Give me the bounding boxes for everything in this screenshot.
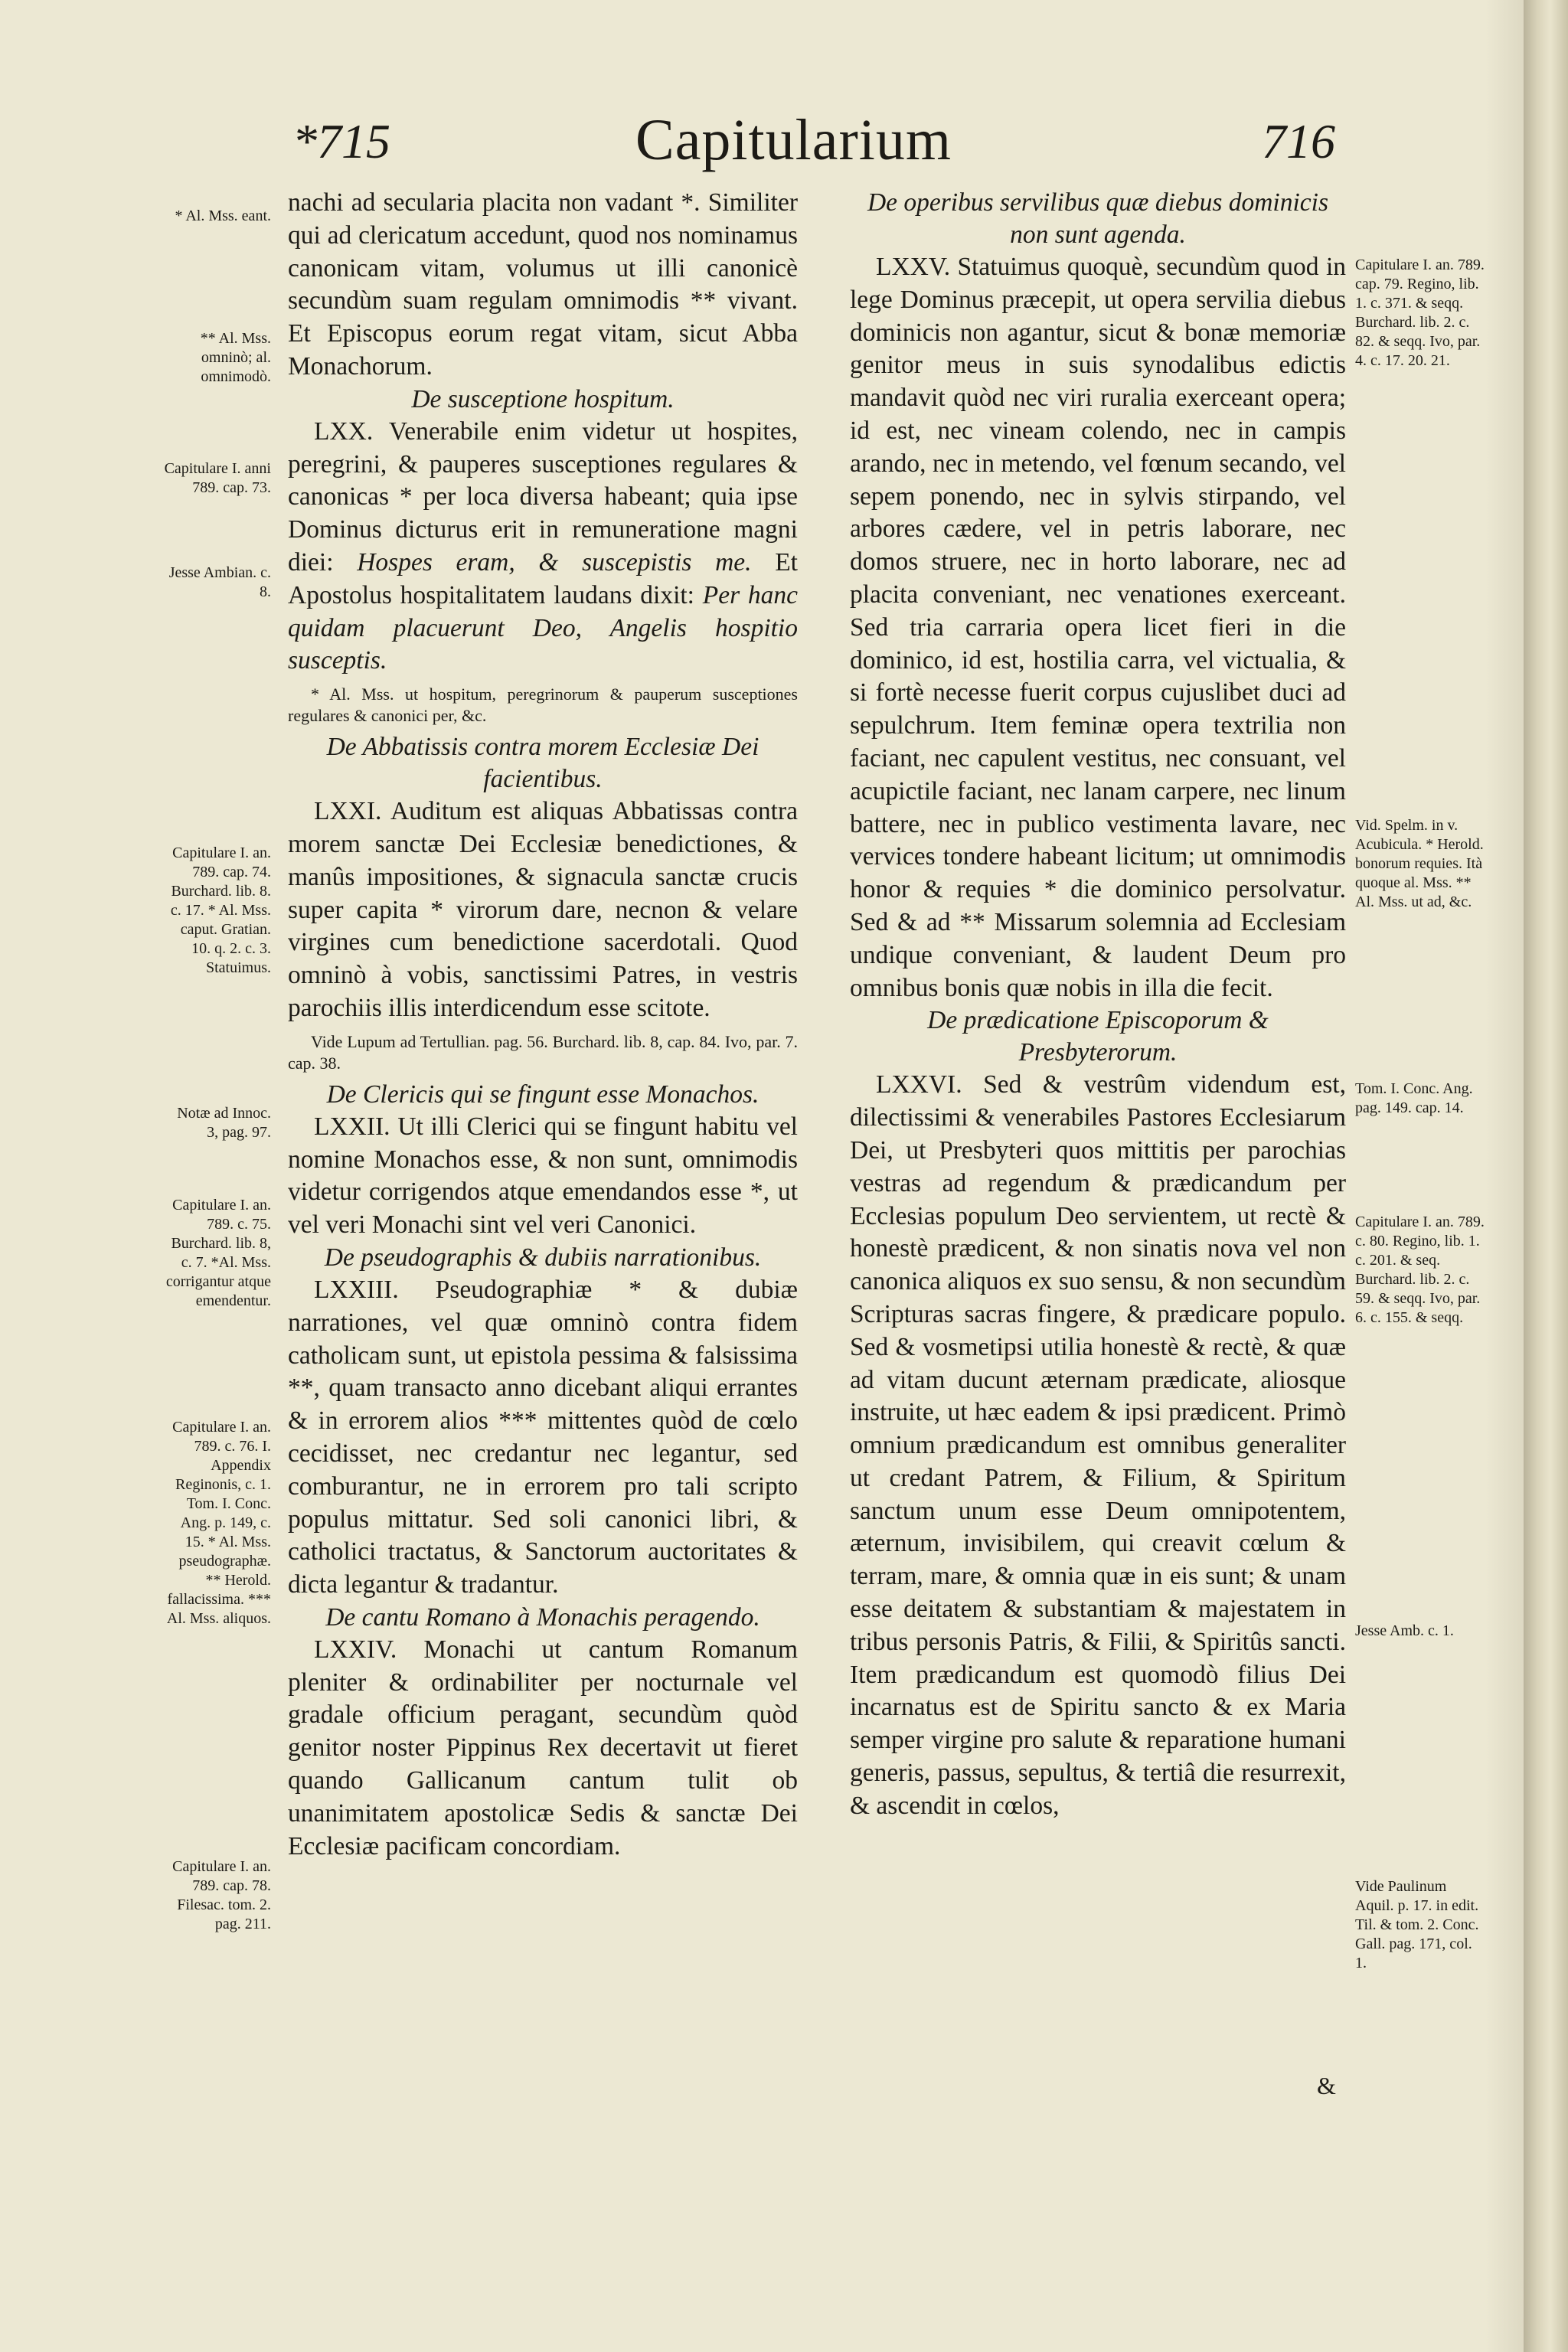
margin-note-left-2: ** Al. Mss. omninò; al. omnimodò. (200, 330, 271, 385)
margin-note-right-2: Vid. Spelm. in v. Acubicula. * Herold. bonorum requies. Ità quoque al. Mss. ** Al. Mss. ut ad, &c. (1355, 817, 1484, 910)
right-text-column (850, 187, 1346, 1823)
chapter-lxx-text: LXX. Venerabile enim videtur ut hospites, peregrini, & pauperes susceptiones regulares & canonicas * per loca diversa habeant; quia ipse Dominus dicturus erit in remuneratione magni diei: (288, 416, 798, 577)
section-heading: De prædicatione Episcoporum & Presbyterorum. (927, 1006, 1269, 1067)
footnote: * Al. Mss. ut hospitum, peregrinorum & pauperum susceptiones regulares & canonici per, &c. (288, 684, 798, 726)
margin-note-left-1: * Al. Mss. eant. (175, 207, 271, 224)
section-heading: De cantu Romano à Monachis peragendo. (325, 1602, 760, 1632)
margin-note-left-9: Capitulare I. an. 789. cap. 78. Filesac. tom. 2. pag. 211. (172, 1858, 271, 1932)
section-heading: De susceptione hospitum. (411, 384, 675, 413)
margin-note-right-1: Capitulare I. an. 789. cap. 79. Regino, lib. 1. c. 371. & seqq. Burchard. lib. 2. c. 82. & seqq. Ivo, par. 4. c. 17. 20. 21. (1355, 256, 1485, 369)
page-gutter (1524, 0, 1568, 2352)
section-heading: De Clericis qui se fingunt esse Monachos. (326, 1080, 760, 1109)
chapter-lxx-text-2: Et Apostolus hospitalitatem laudans dixit: (288, 547, 798, 609)
chapter-lxx (288, 416, 798, 678)
chapter-lxxiv: LXXIV. Monachi ut cantum Romanum pleniter & ordinabiliter per nocturnale vel gradale officium peragant, secundùm quòd genitor noster Pippinus Rex decertavit ut fieret quando Gallicanum cantum tulit ob unanimitatem apostolicæ Sedis & sanctæ Dei Ecclesiæ pacificam concordiam. (288, 1635, 798, 1860)
chapter-lxxi: LXXI. Auditum est aliquas Abbatissas contra morem sanctæ Dei Ecclesiæ benedictiones, & manûs impositiones, & signacula sanctæ crucis super capita * virorum dare, necnon & velare virgines cum benedictione sacerdotali. Quod omninò à vobis, sanctissimi Patres, in vestris parochiis illis interdicendum esse scitote. (288, 797, 798, 1022)
margin-note-left-3: Capitulare I. anni 789. cap. 73. (164, 460, 271, 496)
section-heading: De operibus servilibus quæ diebus dominicis non sunt agenda. (867, 188, 1329, 249)
catchword: & (1317, 2072, 1336, 2099)
margin-note-left-4: Jesse Ambian. c. 8. (168, 564, 271, 600)
margin-note-right-3: Tom. I. Conc. Ang. pag. 149. cap. 14. (1355, 1080, 1473, 1116)
chapter-lxxii: LXXII. Ut illi Clerici qui se fingunt habitu vel nomine Monachos esse, & non sunt, omnimodis videtur corrigendos atque emendandos esse *, ut vel veri Monachi sint vel veri Canonici. (288, 1112, 798, 1240)
margin-note-right-5: Jesse Amb. c. 1. (1355, 1622, 1454, 1639)
running-title: Capitularium (635, 108, 952, 172)
margin-note-left-7: Capitulare I. an. 789. c. 75. Burchard. lib. 8, c. 7. *Al. Mss. corrigantur atque emendentur. (165, 1197, 271, 1309)
margin-note-left-5: Capitulare I. an. 789. cap. 74. Burchard. lib. 8. c. 17. * Al. Mss. caput. Gratian. 10. q. 2. c. 3. Statuimus. (170, 844, 271, 976)
quote-per-hanc: Per hanc quidam placuerunt Deo, Angelis hospitio susceptis. (288, 580, 798, 675)
margin-note-left-6: Notæ ad Innoc. 3, pag. 97. (177, 1105, 271, 1141)
chapter-lxxv: LXXV. Statuimus quoquè, secundùm quod in lege Dominus præcepit, ut opera servilia diebus dominicis non agantur, sicut & bonæ memoriæ genitor meus in suis synodalibus edictis mandavit quòd nec viri ruralia exerceant opera; id est, nec vineam colendo, nec in campis arando, nec in metendo, vel fœnum secando, vel sepem ponendo, nec in sylvis stirpando, vel arbores cædere, vel in petris laborare, nec domos struere, nec in horto laborare, nec ad placita conveniant, nec venationes exerceant. Sed tria carraria opera licet fieri in die dominico, id est, hostilia carra, vel victualia, & si fortè necesse fuerit corpus cujuslibet duci ad sepulchrum. Item feminæ opera textrilia non faciant, nec capulent vestitus, nec consuant, vel acupictile faciant, nec lanam carpere, nec linum battere, nec in publico vestimenta lavare, nec vervices tondere habeant licitum; ut omnimodis honor & requies * die dominico persolvatur. Sed & ad ** Missarum solemnia ad Ecclesiam undique conveniant, & laudent Deum pro omnibus bonis quæ nobis in illa die fecit. (850, 253, 1346, 1002)
section-heading: De pseudographis & dubiis narrationibus. (324, 1243, 762, 1272)
margin-note-right-6: Vide Paulinum Aquil. p. 17. in edit. Til. & tom. 2. Conc. Gall. pag. 171, col. 1. (1355, 1878, 1479, 1971)
margin-note-right-4: Capitulare I. an. 789. c. 80. Regino, lib. 1. c. 201. & seq. Burchard. lib. 2. c. 59. & seqq. Ivo, par. 6. c. 155. & seqq. (1355, 1214, 1485, 1326)
page-number-left: *715 (292, 114, 390, 168)
quote-hospes: Hospes eram, & suscepistis me. (357, 547, 752, 577)
chapter-lxxiii: LXXIII. Pseudographiæ * & dubiæ narrationes, vel quæ omninò contra fidem catholicam sunt, ut epistola pessima & falsissima **, quam transacto anno dicebant aliqui errantes & in errorem alios *** mittentes quòd de cœlo cecidisset, nec credantur nec legantur, sed comburantur, ne in errorem pro tali scripto populus mittatur. Sed soli canonici libri, & catholici tractatus, & Sanctorum auctoritates & dicta legantur & tradantur. (288, 1275, 798, 1599)
margin-note-left-8: Capitulare I. an. 789. c. 76. I. Appendix Reginonis, c. 1. Tom. I. Conc. Ang. p. 149, c. 15. * Al. Mss. pseudographæ. ** Herold. fallacissima. *** Al. Mss. aliquos. (166, 1419, 271, 1627)
left-text-column (288, 187, 798, 1863)
chapter-lxxvi: LXXVI. Sed & vestrûm videndum est, dilectissimi & venerabiles Pastores Ecclesiarum Dei, ut Presbyteri quos mittitis per parochias vestras ad regendum & prædicandum per Ecclesias populum Deo servientem, ut rectè & honestè prædicent, & non sinatis nova vel non canonica aliquos ex suo sensu, & non secundùm Scripturas sacras fingere, & prædicare populo. Sed & vosmetipsi utilia honestè & rectè, & quæ ad vitam ducunt æternam prædicate, aliosque instruite, ut hæc eadem & ipsi prædicent. Primò omnium prædicandum est omnibus generaliter ut credant Patrem, & Filium, & Spiritum sanctum unum esse Deum omnipotentem, æternum, invisibilem, qui creavit cœlum & terram, mare, & omnia quæ in eis sunt; & unam esse deitatem & substantiam & majestatem in tribus personis Patris, & Filii, & Spiritûs sancti. Item prædicandum est quomodò filius Dei incarnatus est de Spiritu sancto & ex Maria semper virgine pro salute & reparatione humani generis, passus, sepultus, & tertiâ die resurrexit, & ascendit in cœlos, (850, 1070, 1346, 1820)
footnote: Vide Lupum ad Tertullian. pag. 56. Burchard. lib. 8, cap. 84. Ivo, par. 7. cap. 38. (288, 1031, 798, 1073)
gutter-shadow (1485, 0, 1524, 2352)
paragraph-continuation: nachi ad secularia placita non vadant *. Similiter qui ad clericatum accedunt, quod nos nominamus canonicam vitam, volumus ut illi canonicè secundùm suam regulam omnimodis ** vivant. Et Episcopus eorum regat vitam, sicut Abba Monachorum. (288, 188, 798, 381)
section-heading: De Abbatissis contra morem Ecclesiæ Dei facientibus. (326, 733, 760, 794)
page-number-right: 716 (1262, 114, 1335, 168)
